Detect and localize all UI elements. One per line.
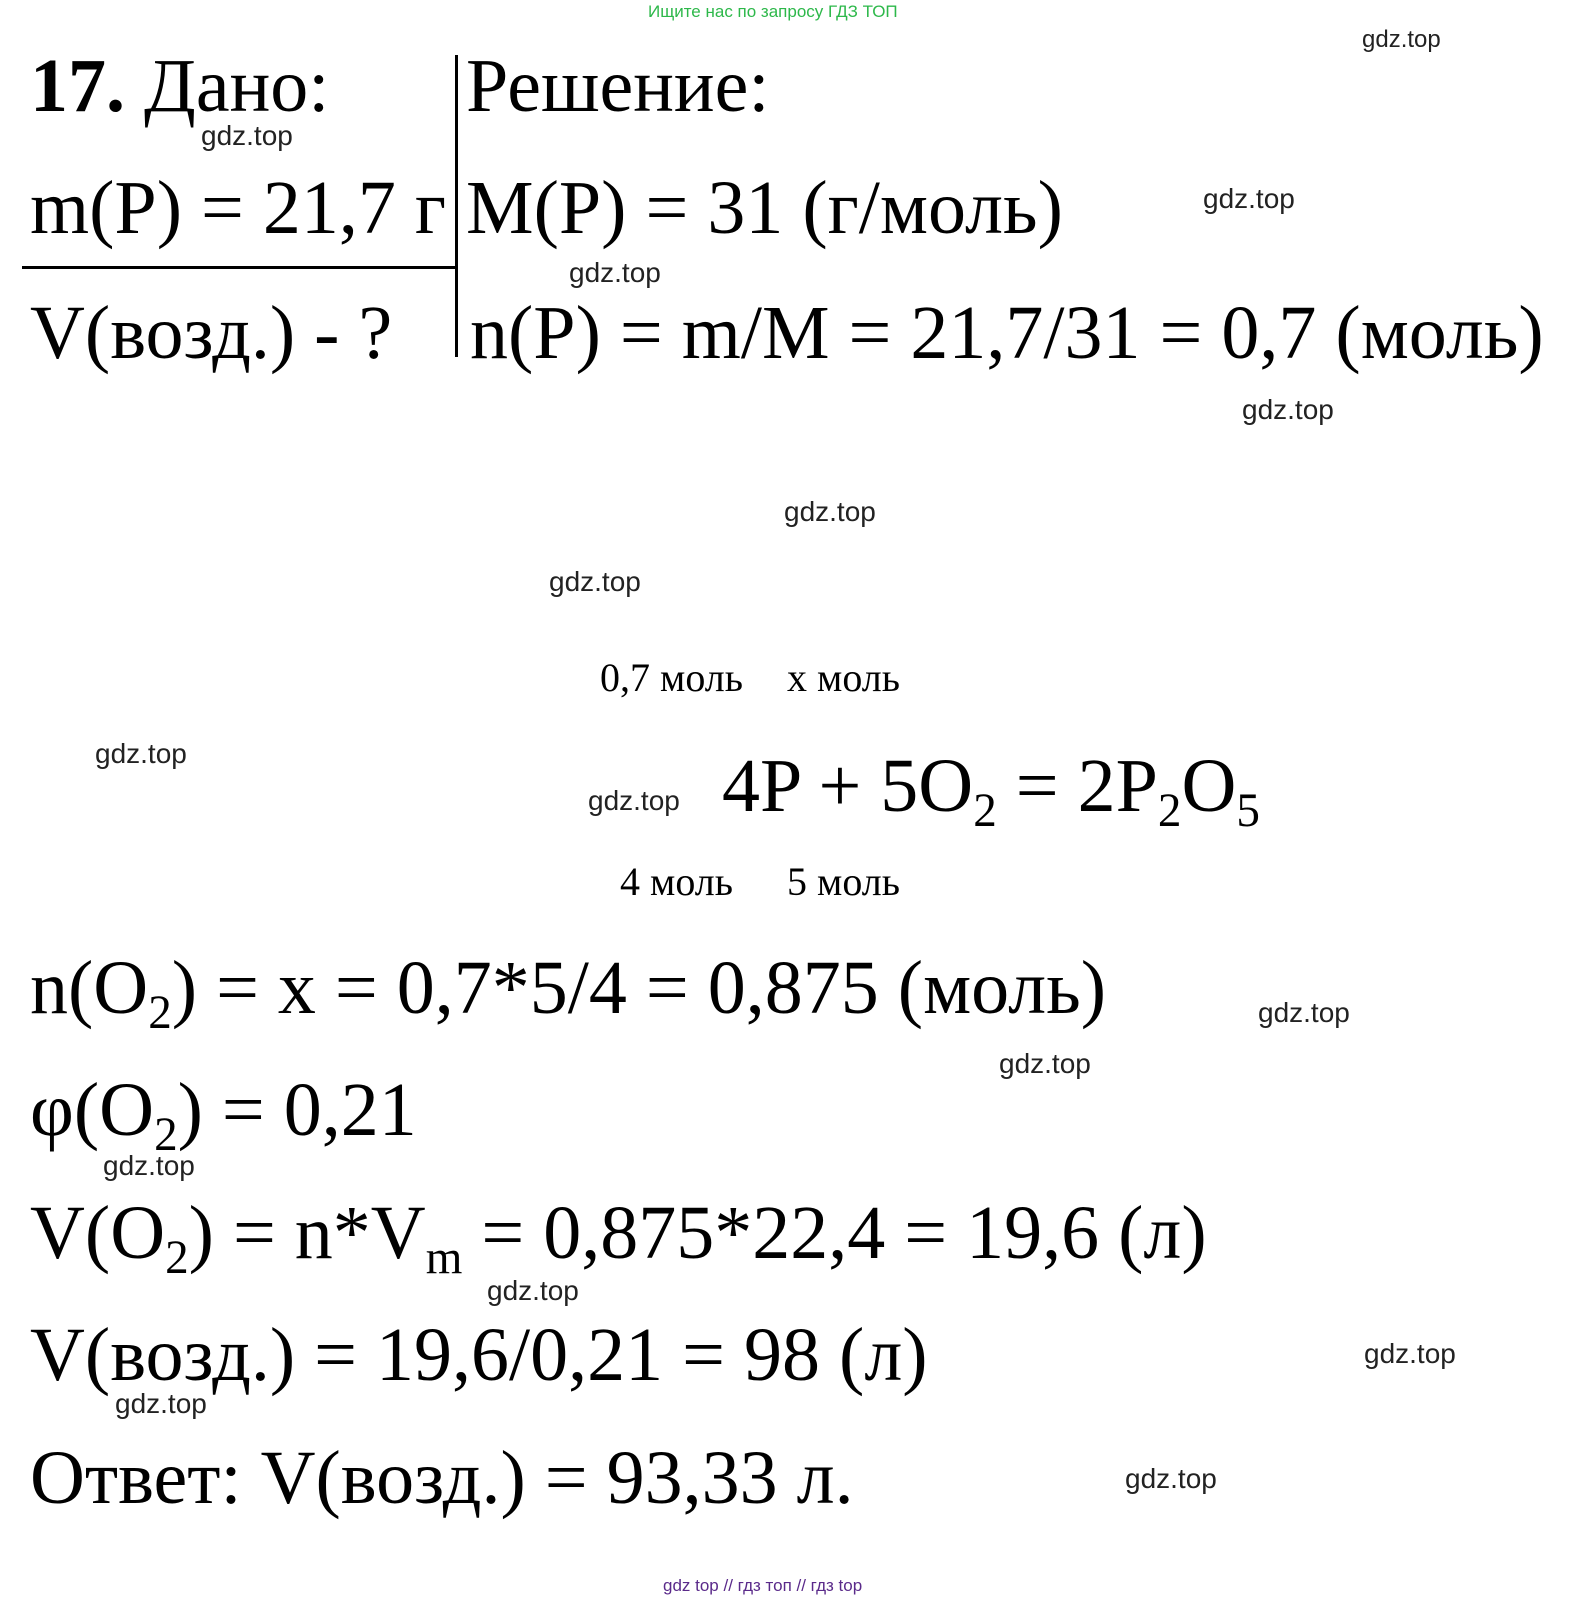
calc-part: ) = 0,21 (177, 1068, 417, 1152)
calc-part: n(O (30, 946, 149, 1030)
calc-subscript: 2 (165, 1232, 189, 1285)
watermark: gdz.top (115, 1388, 207, 1419)
watermark: gdz.top (201, 120, 293, 151)
oxygen-moles-line (30, 946, 1107, 1040)
given-title: Дано: (144, 44, 330, 128)
watermark: gdz.top (549, 566, 641, 597)
watermark: gdz.top (1125, 1463, 1217, 1494)
watermark: gdz.top (1242, 394, 1334, 425)
calc-subscript: 2 (154, 1109, 178, 1162)
calc-subscript: 2 (148, 987, 172, 1040)
calc-part: φ(O (30, 1068, 155, 1152)
given-divider (22, 266, 456, 269)
equation-part: O (1181, 744, 1237, 828)
answer-line: Ответ: V(возд.) = 93,33 л. (30, 1436, 854, 1520)
watermark: gdz.top (95, 738, 187, 769)
watermark: gdz.top (1362, 26, 1441, 53)
watermark: gdz.top (569, 257, 661, 288)
watermark: gdz.top (1203, 183, 1295, 214)
find-value: V(возд.) - ? (30, 291, 393, 375)
watermark: gdz.top (1364, 1338, 1456, 1369)
given-mass: m(P) = 21,7 г (30, 166, 447, 250)
reaction-equation (722, 744, 1260, 838)
oxygen-fraction-line (30, 1068, 417, 1162)
equation-part: 4P + 5O (722, 744, 974, 828)
reaction-below-right: 5 моль (787, 859, 900, 904)
equation-subscript: 2 (973, 785, 997, 838)
top-banner: Ищите нас по запросу ГДЗ ТОП (648, 2, 898, 21)
calc-part: V(O (30, 1191, 166, 1275)
moles-line: n(P) = m/M = 21,7/31 = 0,7 (моль) (470, 291, 1544, 375)
problem-heading (30, 44, 330, 128)
reaction-below-left: 4 моль (620, 859, 733, 904)
watermark: gdz.top (1258, 997, 1350, 1028)
footer-links: gdz top // гдз топ // гдз top (663, 1576, 863, 1595)
watermark: gdz.top (487, 1275, 579, 1306)
equation-subscript: 2 (1157, 785, 1182, 838)
watermark: gdz.top (103, 1150, 195, 1181)
molar-mass-line: M(P) = 31 (г/моль) (466, 166, 1063, 250)
reaction-above-left: 0,7 моль (600, 655, 743, 700)
given-solution-separator (455, 55, 458, 357)
watermark: gdz.top (588, 785, 680, 816)
calc-part: ) = n*V (188, 1191, 426, 1275)
oxygen-volume-line (30, 1191, 1207, 1285)
problem-number: 17. (30, 44, 125, 128)
watermark: gdz.top (784, 496, 876, 527)
solution-title: Решение: (466, 44, 770, 128)
equation-subscript: 5 (1236, 785, 1260, 838)
air-volume-line: V(возд.) = 19,6/0,21 = 98 (л) (30, 1313, 928, 1397)
watermark: gdz.top (999, 1048, 1091, 1079)
reaction-above-right: x моль (787, 655, 900, 700)
calc-subscript: m (425, 1232, 463, 1285)
calc-part: = 0,875*22,4 = 19,6 (л) (462, 1191, 1207, 1275)
calc-part: ) = x = 0,7*5/4 = 0,875 (моль) (171, 946, 1107, 1030)
equation-part: = 2P (996, 744, 1158, 828)
